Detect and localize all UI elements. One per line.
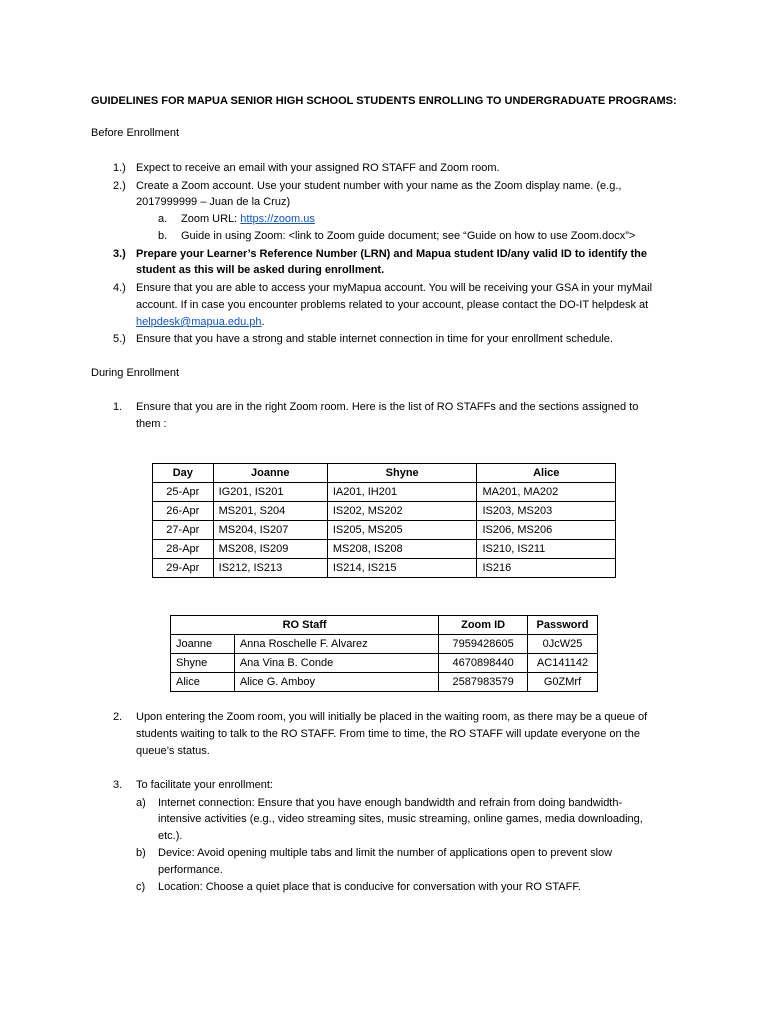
list-item-text: students waiting to talk to the RO STAFF. From time to time, the RO STAFF will update everyone on the xyxy=(136,728,640,740)
list-item-text: 2017999999 – Juan de la Cruz) xyxy=(136,196,291,208)
list-item-text: account. If in case you encounter problems related to your account, please contact the DO-IT helpdesk at xyxy=(136,299,649,311)
zoom-url-link[interactable]: https://zoom.us xyxy=(240,213,315,225)
table-cell: Ana Vina B. Conde xyxy=(234,654,438,673)
list-number: 1. xyxy=(113,401,123,413)
table-cell: IS202, MS202 xyxy=(327,502,477,521)
list-item-text: Upon entering the Zoom room, you will initially be placed in the waiting room, as there may be a queue of xyxy=(136,711,648,723)
table-header-row xyxy=(153,464,616,483)
table-row xyxy=(153,483,616,502)
before-enrollment-heading: Before Enrollment xyxy=(91,127,180,139)
list-item-text: Expect to receive an email with your assigned RO STAFF and Zoom room. xyxy=(136,162,500,174)
column-header: Zoom ID xyxy=(439,616,528,635)
table-cell: MS204, IS207 xyxy=(213,521,327,540)
table-cell: Anna Roschelle F. Alvarez xyxy=(234,635,438,654)
table-cell: 25-Apr xyxy=(153,483,214,502)
page-title: GUIDELINES FOR MAPUA SENIOR HIGH SCHOOL STUDENTS ENROLLING TO UNDERGRADUATE PROGRAMS: xyxy=(91,95,677,107)
column-header: Alice xyxy=(477,464,616,483)
table-row xyxy=(153,540,616,559)
list-number: 3.) xyxy=(113,248,126,260)
table-cell: IS210, IS211 xyxy=(477,540,616,559)
zoom-url-label: Zoom URL: xyxy=(181,213,241,225)
list-number: 5.) xyxy=(113,333,126,345)
list-number: 2.) xyxy=(113,180,126,192)
sub-label: c) xyxy=(136,881,146,893)
list-item-text: Ensure that you have a strong and stable internet connection in time for your enrollment schedule. xyxy=(136,333,613,345)
table-cell: 26-Apr xyxy=(153,502,214,521)
table-cell: IS203, MS203 xyxy=(477,502,616,521)
list-number: 1.) xyxy=(113,162,126,174)
sub-item-text: Internet connection: Ensure that you have enough bandwidth and refrain from doing bandwidth- xyxy=(158,797,623,809)
table-row xyxy=(171,654,598,673)
zoom-url-line xyxy=(181,211,315,228)
table-cell: IG201, IS201 xyxy=(213,483,327,502)
table-cell: MS201, S204 xyxy=(213,502,327,521)
column-header: Shyne xyxy=(327,464,477,483)
sub-item-text: Location: Choose a quiet place that is conducive for conversation with your RO STAFF. xyxy=(158,881,581,893)
table-cell: IS214, IS215 xyxy=(327,559,477,578)
list-item-text: queue’s status. xyxy=(136,745,210,757)
list-item-text: To facilitate your enrollment: xyxy=(136,779,273,791)
table-cell: IA201, IH201 xyxy=(327,483,477,502)
sub-item-text: performance. xyxy=(158,864,223,876)
during-enrollment-heading: During Enrollment xyxy=(91,367,180,379)
table-cell: 7959428605 xyxy=(439,635,528,654)
list-item-text: them : xyxy=(136,418,167,430)
sub-label: b. xyxy=(158,230,168,242)
schedule-table xyxy=(152,463,616,578)
list-item-text: Create a Zoom account. Use your student number with your name as the Zoom display name. (e.g., xyxy=(136,180,622,192)
list-item-text: Ensure that you are in the right Zoom room. Here is the list of RO STAFFs and the sections assigned to xyxy=(136,401,639,413)
table-cell: 27-Apr xyxy=(153,521,214,540)
table-cell: IS212, IS213 xyxy=(213,559,327,578)
sub-item-text: etc.). xyxy=(158,830,183,842)
helpdesk-suffix: . xyxy=(261,316,265,328)
column-header: Day xyxy=(153,464,214,483)
table-cell: IS206, MS206 xyxy=(477,521,616,540)
table-cell: 0JcW25 xyxy=(528,635,598,654)
column-header: Password xyxy=(528,616,598,635)
list-number: 4.) xyxy=(113,282,126,294)
table-cell: 29-Apr xyxy=(153,559,214,578)
table-cell: Joanne xyxy=(171,635,235,654)
sub-label: a) xyxy=(136,797,146,809)
table-row xyxy=(171,673,598,692)
table-cell: Alice xyxy=(171,673,235,692)
table-cell: MS208, IS208 xyxy=(327,540,477,559)
table-header-row xyxy=(171,616,598,635)
table-cell: MS208, IS209 xyxy=(213,540,327,559)
table-cell: 28-Apr xyxy=(153,540,214,559)
table-cell: 2587983579 xyxy=(439,673,528,692)
sub-label: b) xyxy=(136,847,146,859)
table-cell: IS216 xyxy=(477,559,616,578)
zoom-guide-line: Guide in using Zoom: <link to Zoom guide document; see “Guide on how to use Zoom.docx”> xyxy=(181,230,636,242)
sub-item-text: intensive activities (e.g., video streaming sites, music streaming, online games, media downloading, xyxy=(158,813,643,825)
list-number: 3. xyxy=(113,779,123,791)
column-header: RO Staff xyxy=(171,616,439,635)
table-cell: IS205, MS205 xyxy=(327,521,477,540)
sub-label: a. xyxy=(158,213,168,225)
column-header: Joanne xyxy=(213,464,327,483)
table-cell: Shyne xyxy=(171,654,235,673)
table-cell: AC141142 xyxy=(528,654,598,673)
table-row xyxy=(153,502,616,521)
list-number: 2. xyxy=(113,711,123,723)
sub-item-text: Device: Avoid opening multiple tabs and limit the number of applications open to prevent slow xyxy=(158,847,613,859)
list-item-text: Ensure that you are able to access your myMapua account. You will be receiving your GSA in your myMail xyxy=(136,282,653,294)
list-item-text: Prepare your Learner’s Reference Number (LRN) and Mapua student ID/any valid ID to identify the xyxy=(136,248,647,260)
table-row xyxy=(153,559,616,578)
staff-table xyxy=(170,615,598,692)
table-cell: Alice G. Amboy xyxy=(234,673,438,692)
table-cell: 4670898440 xyxy=(439,654,528,673)
list-item-text: student as this will be asked during enrollment. xyxy=(136,264,385,276)
table-cell: MA201, MA202 xyxy=(477,483,616,502)
table-row xyxy=(171,635,598,654)
table-row xyxy=(153,521,616,540)
helpdesk-line xyxy=(136,314,265,331)
table-cell: G0ZMrf xyxy=(528,673,598,692)
helpdesk-email-link[interactable]: helpdesk@mapua.edu.ph xyxy=(136,316,262,328)
